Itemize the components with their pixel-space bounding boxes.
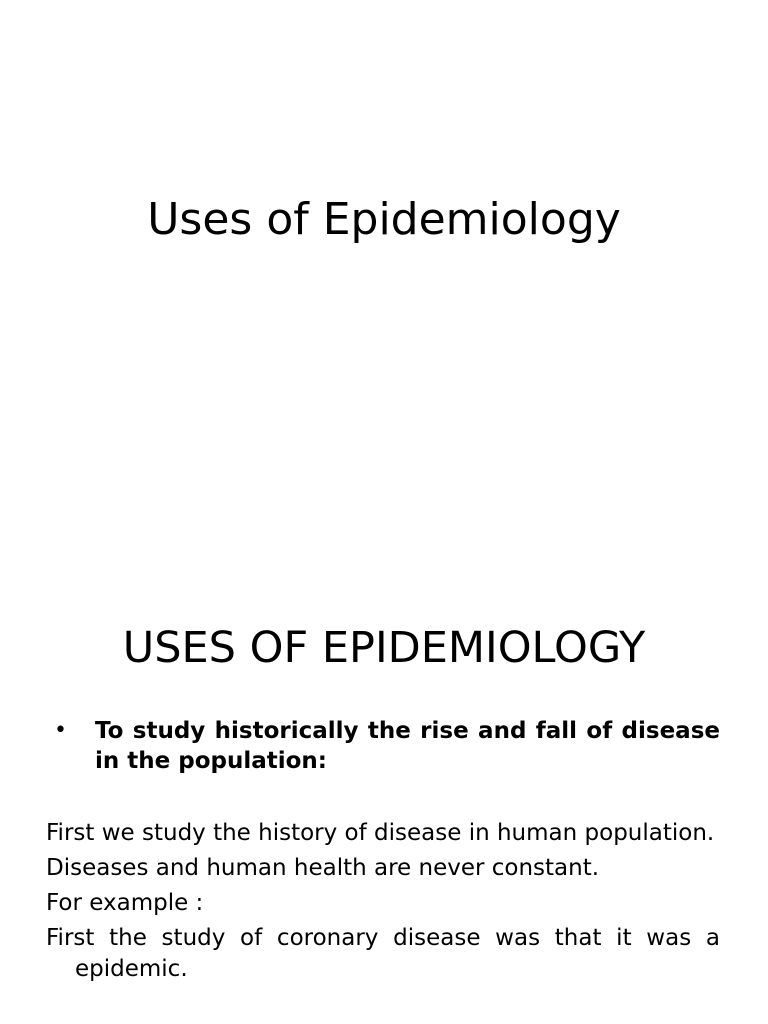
content-slide [0, 576, 768, 1024]
bullet-icon: • [54, 718, 67, 743]
paragraph: First we study the history of disease in human population. [46, 820, 715, 846]
body-text [46, 818, 720, 989]
paragraph: Diseases and human health are never constant. [46, 855, 600, 881]
slide-title: Uses of Epidemiology [147, 194, 621, 245]
paragraph: First the study of coronary disease was that it was a epidemic. [46, 925, 720, 982]
slide-heading: USES OF EPIDEMIOLOGY [122, 623, 646, 673]
paragraph: For example : [46, 890, 204, 916]
bullet-text: To study historically the rise and fall of disease in the population: [95, 718, 720, 774]
